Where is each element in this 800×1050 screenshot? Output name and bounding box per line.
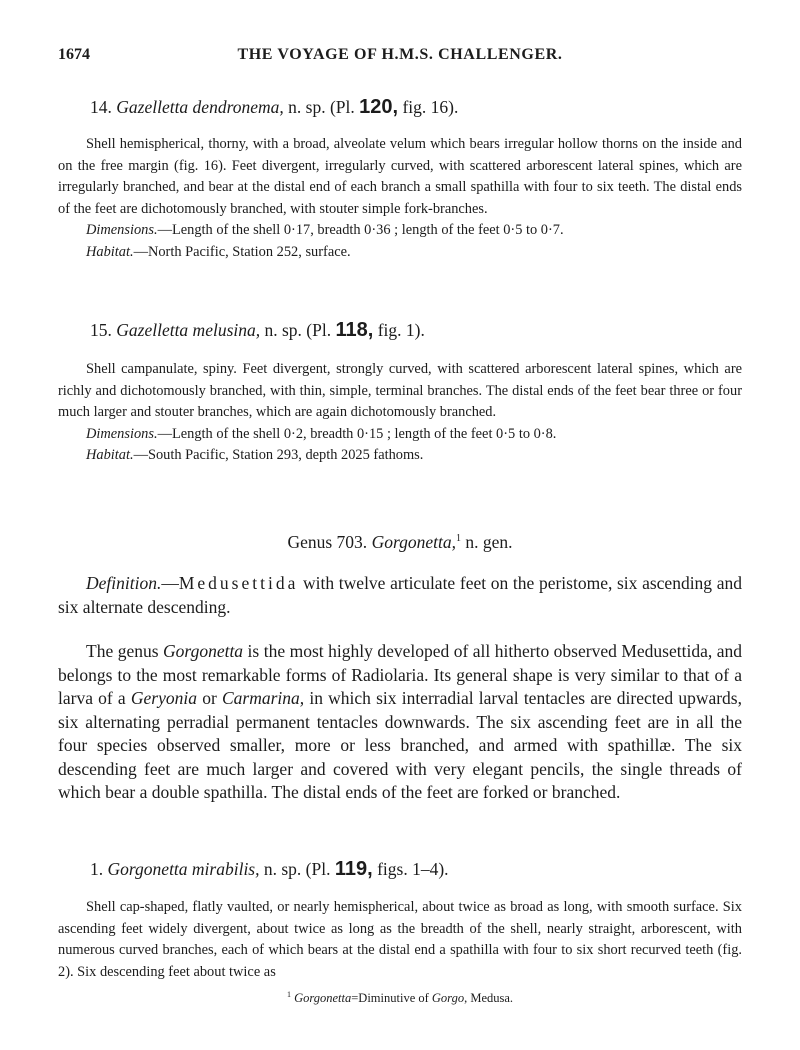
page-number: 1674 (58, 46, 90, 63)
genus-body (58, 572, 742, 805)
plate-number: 119, (334, 858, 373, 880)
plate-number: 118, (335, 319, 374, 341)
running-title: THE VOYAGE OF H.M.S. CHALLENGER. (237, 46, 563, 63)
species-description: Shell cap-shaped, flatly vaulted, or nearly hemispherical, about twice as broad as long, with smooth surface. Six ascending feet widely divergent, about twice as long as the breadth of the shell, nearly straight, arborescent, with numerous curved branches, each of which bears at the distal end a spathilla with four to six short recurved teeth (fig. 2). Six descending feet about twice as (58, 899, 742, 980)
plate-number: 120, (359, 96, 399, 118)
footnote-marker: 1 (455, 533, 461, 545)
dimensions-line: Dimensions.—Length of the shell 0·17, breadth 0·36 ; length of the feet 0·5 to 0·7. (86, 222, 564, 239)
species-heading-1: 1. Gorgonetta mirabilis, n. sp. (Pl. 119, figs. 1–4). (90, 858, 449, 880)
dimensions-line: Dimensions.—Length of the shell 0·2, breadth 0·15 ; length of the feet 0·5 to 0·8. (86, 425, 557, 442)
footnote: $^1$ Gorgonetta=Diminutive of Gorgo, Medusa. (286, 990, 514, 1006)
genus-paragraph: The genus Gorgonetta is the most highly developed of all hitherto observed Medusettida, and belongs to the most remarkable forms of Radiolaria. Its general shape is very similar to that of a larva of a Geryonia or Carmarina, in which six interradial larval tentacles are directed upwards, six alternating perradial permanent tentacles downwards. The six ascending feet are in all the four species observed smaller, more or less branched, and armed with spathillæ. The six descending feet are much larger and covered with very elegant pencils, the single threads of which bear a double spathilla. The distal ends of the feet are forked or branched. (58, 641, 742, 802)
definition: Definition.—Medusettida with twelve articulate feet on the peristome, six ascending and six alternate descending. (58, 573, 742, 617)
species-description: Shell hemispherical, thorny, with a broad, alveolate velum which bears irregular hollow thorns on the inside and on the free margin (fig. 16). Feet divergent, irregularly curved, with scattered arborescent lateral spines, which are irregularly branched, and bear at the distal end of each branch a small spathilla with four to six teeth. The distal ends of the feet are dichotomously branched, with stouter simple fork-branches. (58, 136, 742, 217)
species-heading-15: 15. Gazelletta melusina, n. sp. (Pl. 118, fig. 1). (90, 319, 425, 341)
species-heading-14: 14. Gazelletta dendronema, n. sp. (Pl. 120, fig. 16). (90, 96, 459, 118)
habitat-line: Habitat.—North Pacific, Station 252, surface. (86, 243, 351, 260)
genus-heading: Genus 703. Gorgonetta,$^1$ n. gen. (287, 532, 513, 552)
species-name: Gazelletta melusina, (116, 320, 261, 340)
species-1-body (58, 897, 742, 983)
species-description: Shell campanulate, spiny. Feet divergent, strongly curved, with scattered arborescent lateral spines, which are richly and dichotomously branched, with thin, simple, terminal branches. The distal ends of the feet bear three or four much larger and stouter branches, which are again dichotomously branched. (58, 361, 742, 421)
genus-name: Gorgonetta, (371, 532, 456, 552)
spaced-term: Medusettida (178, 573, 299, 593)
species-name: Gazelletta dendronema, (116, 97, 284, 117)
habitat-line: Habitat.—South Pacific, Station 293, depth 2025 fathoms. (86, 447, 424, 464)
species-15-body (58, 359, 742, 467)
page-header (58, 46, 742, 70)
species-14-body (58, 134, 742, 264)
species-name: Gorgonetta mirabilis, (107, 859, 260, 879)
